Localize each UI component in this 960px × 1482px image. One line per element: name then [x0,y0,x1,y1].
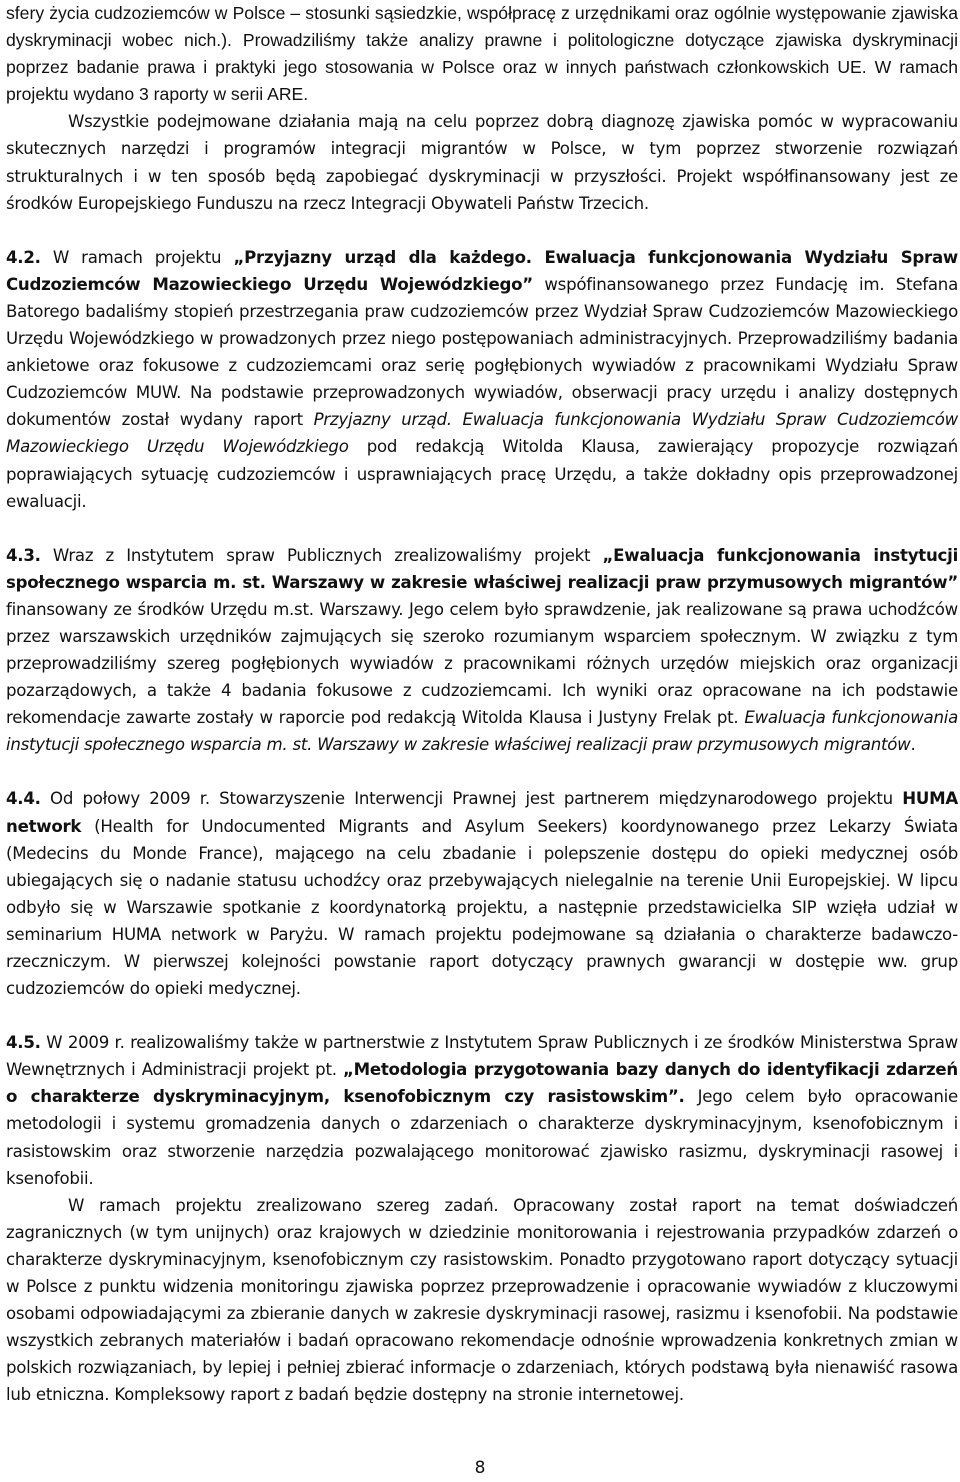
section-text: (Health for Undocumented Migrants and Asylum Seekers) koordynowanego przez Lekarzy Świata (Medecins du Monde France), mającego na celu zbadanie i polepszenie dostępu do opieki medycznej osób ubiegających się o nadanie statusu uchodźcy oraz przebywających nielegalnie na terenie Unii Europejskiej. W lipcu odbyło się w Warszawie spotkanie z koordynatorką projektu, a następnie przedstawicielka SIP wzięła udział w seminarium HUMA network w Paryżu. W ramach projektu podejmowane są działania o charakterze badawczo-rzeczniczym. W pierwszej kolejności powstanie raport dotyczący prawnych gwarancji w dostępie ww. grup cudzoziemców do opieki medycznej. [6,816,958,999]
section-text: Wraz z Instytutem spraw Publicznych zrealizowaliśmy projekt [40,545,603,565]
section-text: wspófinansowanego przez Fundację im. Stefana Batorego badaliśmy stopień przestrzegania praw cudzoziemców przez Wydział Spraw Cudzoziemców Mazowieckiego Urzędu Wojewódzkiego w prowadzonych przez niego postępowaniach administracyjnych. Przeprowadziliśmy badania ankietowe oraz fokusowe z cudzoziemcami oraz serię pogłębionych wywiadów z pracownikami Wydziału Spraw Cudzoziemców MUW. Na podstawie przeprowadzonych wywiadów, obserwacji pracy urzędu i analizy dostępnych dokumentów został wydany raport [6,274,958,430]
section-4-5 [6,1029,958,1192]
report-title: Przyjazny urząd. Ewaluacja funkcjonowania Wydziału Spraw Cudzoziemców Mazowieckiego Urzędu Wojewódzkiego [6,410,958,457]
section-number: 4.3. [6,545,41,565]
document-page [6,0,958,1409]
section-4-2 [6,244,958,515]
intro-paragraph [6,0,958,108]
section-number: 4.4. [6,789,41,809]
intro-line-2: Prowadziliśmy także analizy prawne i politologiczne dotyczące zjawiska dyskryminacji poprzez badanie prawa i praktyki jego stosowania w Polsce oraz w innych państwach członkowskich UE. W ramach projektu wydano 3 raporty w serii ARE. [6,30,959,105]
report-title: Ewaluacja funkcjonowania instytucji społecznego wsparcia m. st. Warszawy w zakresie właściwej realizacji praw przymusowych migrantów [6,708,958,755]
paragraph-last: W ramach projektu zrealizowano szereg zadań. Opracowany został raport na temat doświadczeń zagranicznych (w tym unijnych) oraz krajowych w dziedzinie monitorowania i rejestrowania przypadków zdarzeń o charakterze dyskryminacyjnym, ksenofobicznym czy rasistowskim. Ponadto przygotowano raport dotyczący sytuacji w Polsce z punktu widzenia monitoringu zjawiska poprzez przeprowadzenie i opracowanie wywiadów z kluczowymi osobami odpowiadającymi za zbieranie danych w zakresie dyskryminacji rasowej, rasizmu i ksenofobii. Na podstawie wszystkich zebranych materiałów i badań opracowano rekomendacje odnośnie wprowadzenia konkretnych zmian w polskich rozwiązaniach, by lepiej i pełniej zbierać informacje o zdarzeniach, których podstawą była nienawiść rasowa lub etniczna. Kompleksowy raport z badań będzie dostępny na stronie internetowej. [6,1195,958,1405]
paragraph-wszystkie: Wszystkie podejmowane działania mają na celu poprzez dobrą diagnozę zjawiska pomóc w wypracowaniu skutecznych narzędzi i programów integracji migrantów w Polsce, w tym poprzez stworzenie rozwiązań strukturalnych i w ten sposób będą zapobiegać dyskryminacji w przyszłości. Projekt współfinansowany jest ze środków Europejskiego Funduszu na rzecz Integracji Obywateli Państw Trzecich. [6,112,958,213]
section-text: W 2009 r. realizowaliśmy także w partnerstwie z Instytutem Spraw Publicznych i ze środków Ministerstwa Spraw Wewnętrznych i Administracji projekt pt. [6,1033,958,1080]
project-title: HUMA network [6,789,958,836]
intro-line-1: sfery życia cudzoziemców w Polsce – stosunki sąsiedzkie, współpracę z urzędnikami oraz ogólnie występowanie zjawiska dyskryminacji wobec nich.). [6,3,958,51]
section-number: 4.5. [6,1033,41,1053]
section-4-3 [6,542,958,759]
section-text: W ramach projektu [40,247,234,267]
section-text: Jego celem było opracowanie metodologii i systemu gromadzenia danych o zdarzeniach o charakterze dyskryminacyjnym, ksenofobicznym i rasistowskim oraz stworzenie narzędzia pozwalającego monitorować zjawisko rasizmu, dyskryminacji rasowej i ksenofobii. [6,1087,958,1188]
section-text: finansowany ze środków Urzędu m.st. Warszawy. Jego celem było sprawdzenie, jak realizowane są prawa uchodźców przez warszawskich urzędników zajmujących się szeroko rozumianym wsparciem społecznym. W związku z tym przeprowadziliśmy szereg pogłębionych wywiadów z pracownikami różnych urzędów miejskich oraz organizacji pozarządowych, a także 4 badania fokusowe z cudzoziemcami. Ich wyniki oraz opracowane na ich podstawie rekomendacje zawarte zostały w raporcie pod redakcją Witolda Klausa i Justyny Frelak pt. [6,599,958,728]
page-number: 8 [474,1458,486,1478]
section-number: 4.2. [6,247,41,267]
section-text: Od połowy 2009 r. Stowarzyszenie Interwencji Prawnej jest partnerem międzynarodowego projektu [40,789,903,809]
project-title: „Przyjazny urząd dla każdego. Ewaluacja funkcjonowania Wydziału Spraw Cudzoziemców Mazowieckiego Urzędu Wojewódzkiego” [6,247,958,294]
project-title: „Ewaluacja funkcjonowania instytucji społecznego wsparcia m. st. Warszawy w zakresie właściwej realizacji praw przymusowych migrantów” [6,545,959,592]
section-text: . [910,735,916,755]
section-text: pod redakcją Witolda Klausa, zawierający propozycje rozwiązań poprawiających sytuację cudzoziemców i usprawniających pracę Urzędu, a także dokładny opis przeprowadzonej ewaluacji. [6,437,958,511]
section-4-4 [6,785,958,1002]
project-title: „Metodologia przygotowania bazy danych do identyfikacji zdarzeń o charakterze dyskryminacyjnym, ksenofobicznym czy rasistowskim”. [6,1060,958,1107]
